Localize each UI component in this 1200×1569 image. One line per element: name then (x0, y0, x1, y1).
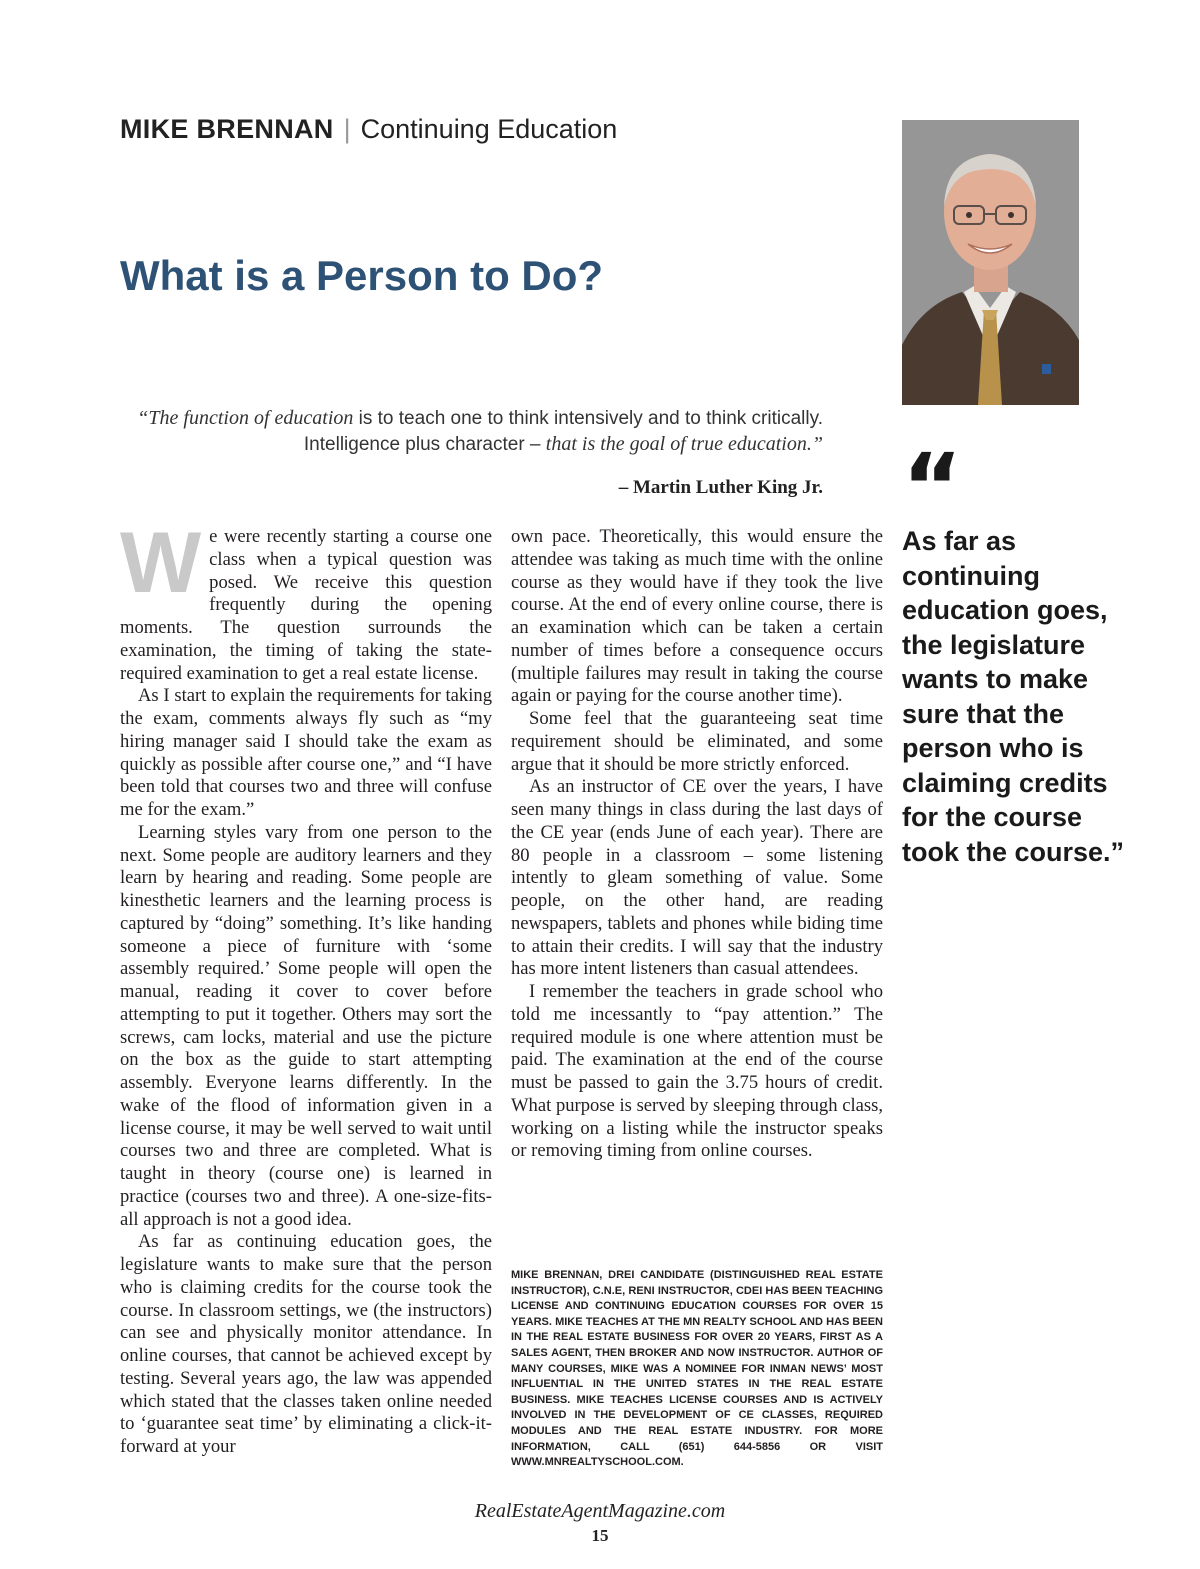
author-bio (511, 1268, 883, 1471)
author-name: MIKE BRENNAN (120, 114, 334, 144)
article-paragraph (120, 515, 492, 685)
quote-attribution: – Martin Luther King Jr. (618, 477, 823, 498)
section-header (120, 114, 617, 145)
drop-cap: W (120, 515, 202, 611)
author-portrait-illustration (902, 120, 1079, 405)
article-paragraph: As far as continuing education goes, the legislature wants to make sure that the person who is claiming credits for the course took the course. In classroom settings, we (the instructors) can see and physically monitor attendance. In online courses, that cannot be achieved except by testing. Several years ago, the law was appended which stated that the classes taken online needed to ‘guarantee seat time’ by eliminating a click-it-forward at your (120, 1231, 492, 1457)
article-paragraph: As an instructor of CE over the years, I have seen many things in class during the last days of the CE year (ends June of each year). There are 80 people in a classroom – some listening intently to gleam something of value. Some people, on the other hand, are reading newspapers, tablets and phones while biding time to attain their credits. I will say that the industry has more intent listeners than casual attendees. (511, 776, 883, 980)
quote-italic-end: that is the goal of true education.” (545, 432, 823, 455)
author-bio-text: MIKE BRENNAN, DREI CANDIDATE (DISTINGUISHED REAL ESTATE INSTRUCTOR), C.N.E, RENI INSTRUCTOR, CDEI HAS BEEN TEACHING LICENSE AND CONTINUING EDUCATION COURSES FOR OVER 15 YEARS. MIKE TEACHES AT THE MN REALTY SCHOOL AND HAS BEEN IN THE REAL ESTATE BUSINESS FOR OVER 20 YEARS, FIRST AS A SALES AGENT, THEN BROKER AND NOW INSTRUCTOR. AUTHOR OF MANY COURSES, MIKE WAS A NOMINEE FOR INMAN NEWS’ MOST INFLUENTIAL IN THE UNITED STATES IN THE REAL ESTATE BUSINESS. MIKE TEACHES LICENSE COURSES AND IS ACTIVELY INVOLVED IN THE DEVELOPMENT OF CE CLASSES, REQUIRED MODULES AND THE REAL ESTATE INDUSTRY. FOR MORE INFORMATION, CALL (651) 644-5856 OR VISIT WWW.MNREALTYSCHOOL.COM. (511, 1269, 883, 1469)
page-number: 15 (591, 1526, 609, 1545)
paragraph-text: e were recently starting a course one class when a typical question was posed. We receive this question frequently during the opening moments. The question surrounds the examination, the timing of taking the state-required examination to get a real estate license. (120, 526, 492, 684)
article-title: What is a Person to Do? (120, 252, 604, 299)
author-photo (902, 120, 1079, 405)
pull-quote-mark: “ (902, 434, 963, 541)
article-paragraph: own pace. Theoretically, this would ensure the attendee was taking as much time with the online course as they would have if they took the live course. At the end of every online course, there is an examination which can be taken a certain number of times before a consequence occurs (multiple failures may result in taking the course again or paying for the course another time). (511, 526, 883, 707)
footer-website: RealEstateAgentMagazine.com (474, 1500, 726, 1522)
header-separator: | (343, 114, 351, 144)
quote-italic-start: “The function of education (137, 407, 354, 429)
article-column-2 (511, 526, 883, 1163)
article-paragraph: Learning styles vary from one person to the next. Some people are auditory learners and they learn by hearing and reading. Some people are kinesthetic learners and the learning process is captured by “doing” something. It’s like handing someone a piece of furniture with ‘some assembly required.’ Some people will open the manual, reading it cover to cover before attempting to put it together. Others may sort the screws, cam locks, material and use the picture on the box as the guide to start attempting assembly. Everyone learns differently. In the wake of the flood of information given in a license course, it may be well served to wait until courses two and three are completed. What is taught in theory (course one) is learned in practice (courses two and three). A one-size-fits-all approach is not a good idea. (120, 821, 492, 1230)
article-column-1 (120, 515, 492, 1459)
section-name: Continuing Education (360, 114, 618, 144)
epigraph-quote (120, 406, 823, 457)
article-paragraph: Some feel that the guaranteeing seat time requirement should be eliminated, and some argue that it should be more strictly enforced. (511, 708, 883, 775)
pull-quote: As far as continuing education goes, the legislature wants to make sure that the person who is claiming credits for the course took the course.” (902, 526, 1125, 867)
article-paragraph: As I start to explain the requirements for taking the exam, comments always fly such as “my hiring manager said I should take the exam as quickly as possible after course one,” and “I have been told that courses two and three will confuse me for the exam.” (120, 685, 492, 820)
article-paragraph: I remember the teachers in grade school who told me incessantly to “pay attention.” The required module is one where attention must be paid. The examination at the end of the course must be passed to gain the 3.75 hours of credit. What purpose is served by sleeping through class, working on a listing while the instructor speaks or removing timing from online courses. (511, 981, 883, 1162)
quote-body: is to teach one to think intensively and to think critically. Intelligence plus character – (303, 408, 823, 455)
